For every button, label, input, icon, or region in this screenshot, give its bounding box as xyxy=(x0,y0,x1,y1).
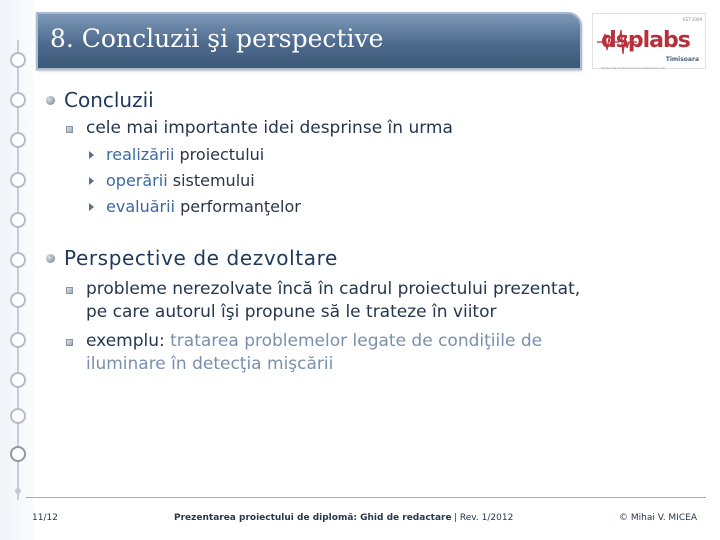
arrow-bullet-icon xyxy=(89,151,94,159)
list-item-line: pe care autorul îşi propune să le trateze în viitor xyxy=(86,302,497,322)
item-bullet-icon xyxy=(66,339,73,346)
item-bullet-icon xyxy=(66,126,73,133)
sub-list-item xyxy=(106,171,255,190)
rail-ring xyxy=(10,292,26,308)
rail-ring xyxy=(10,332,26,348)
arrow-bullet-icon xyxy=(89,203,94,211)
rail-ring xyxy=(10,446,26,462)
list-item-line: iluminare în detecţia mişcării xyxy=(86,354,334,374)
section-bullet-icon xyxy=(46,254,55,263)
sub-item-text: sistemului xyxy=(167,171,255,190)
rail-ring xyxy=(10,52,26,68)
footer-copyright: © Mihai V. MICEA xyxy=(619,513,697,523)
logo-city: Timisoara xyxy=(665,56,699,63)
list-item: cele mai importante idei desprinse în urma xyxy=(86,118,453,138)
arrow-bullet-icon xyxy=(89,177,94,185)
rail-ring xyxy=(10,408,26,424)
rail-ring xyxy=(10,252,26,268)
rail-ring xyxy=(10,372,26,388)
sub-list-item xyxy=(106,145,264,164)
sub-item-highlight: realizării xyxy=(106,145,175,164)
sub-item-highlight: operării xyxy=(106,171,168,190)
section-heading: Perspective de dezvoltare xyxy=(64,246,338,270)
logo-tagline: Digital Signal Processing & Multimedia Lab xyxy=(601,66,666,70)
list-item-line: probleme nerezolvate încă în cadrul proiectului prezentat, xyxy=(86,279,581,299)
section-heading: Concluzii xyxy=(64,88,154,112)
footer-document-title: Prezentarea proiectului de diplomă: Ghid de redactare xyxy=(174,513,452,523)
slide-title: 8. Concluzii şi perspective xyxy=(50,24,384,53)
rail-ring xyxy=(10,132,26,148)
example-text: tratarea problemelor legate de condiţiile de xyxy=(164,331,543,351)
sub-item-text: proiectului xyxy=(174,145,265,164)
section-bullet-icon xyxy=(46,96,55,105)
example-label: exemplu: xyxy=(86,331,165,351)
logo-wordmark: dsplabs xyxy=(601,28,690,53)
rail-line xyxy=(17,40,19,500)
rail-ring xyxy=(10,212,26,228)
logo-tag: EST 2009 xyxy=(683,17,702,22)
page-number: 11/12 xyxy=(32,513,58,523)
dsplabs-logo xyxy=(592,13,706,69)
footer-divider xyxy=(26,497,706,498)
footer-revision: | Rev. 1/2012 xyxy=(454,513,514,523)
left-rail-decoration xyxy=(0,0,38,540)
item-bullet-icon xyxy=(66,287,73,294)
sub-item-highlight: evaluării xyxy=(106,197,175,216)
sub-list-item xyxy=(106,197,301,216)
sub-item-text: performanţelor xyxy=(174,197,301,216)
list-item-line xyxy=(86,331,542,351)
rail-ring xyxy=(10,92,26,108)
rail-dot xyxy=(15,488,21,494)
rail-ring xyxy=(10,172,26,188)
